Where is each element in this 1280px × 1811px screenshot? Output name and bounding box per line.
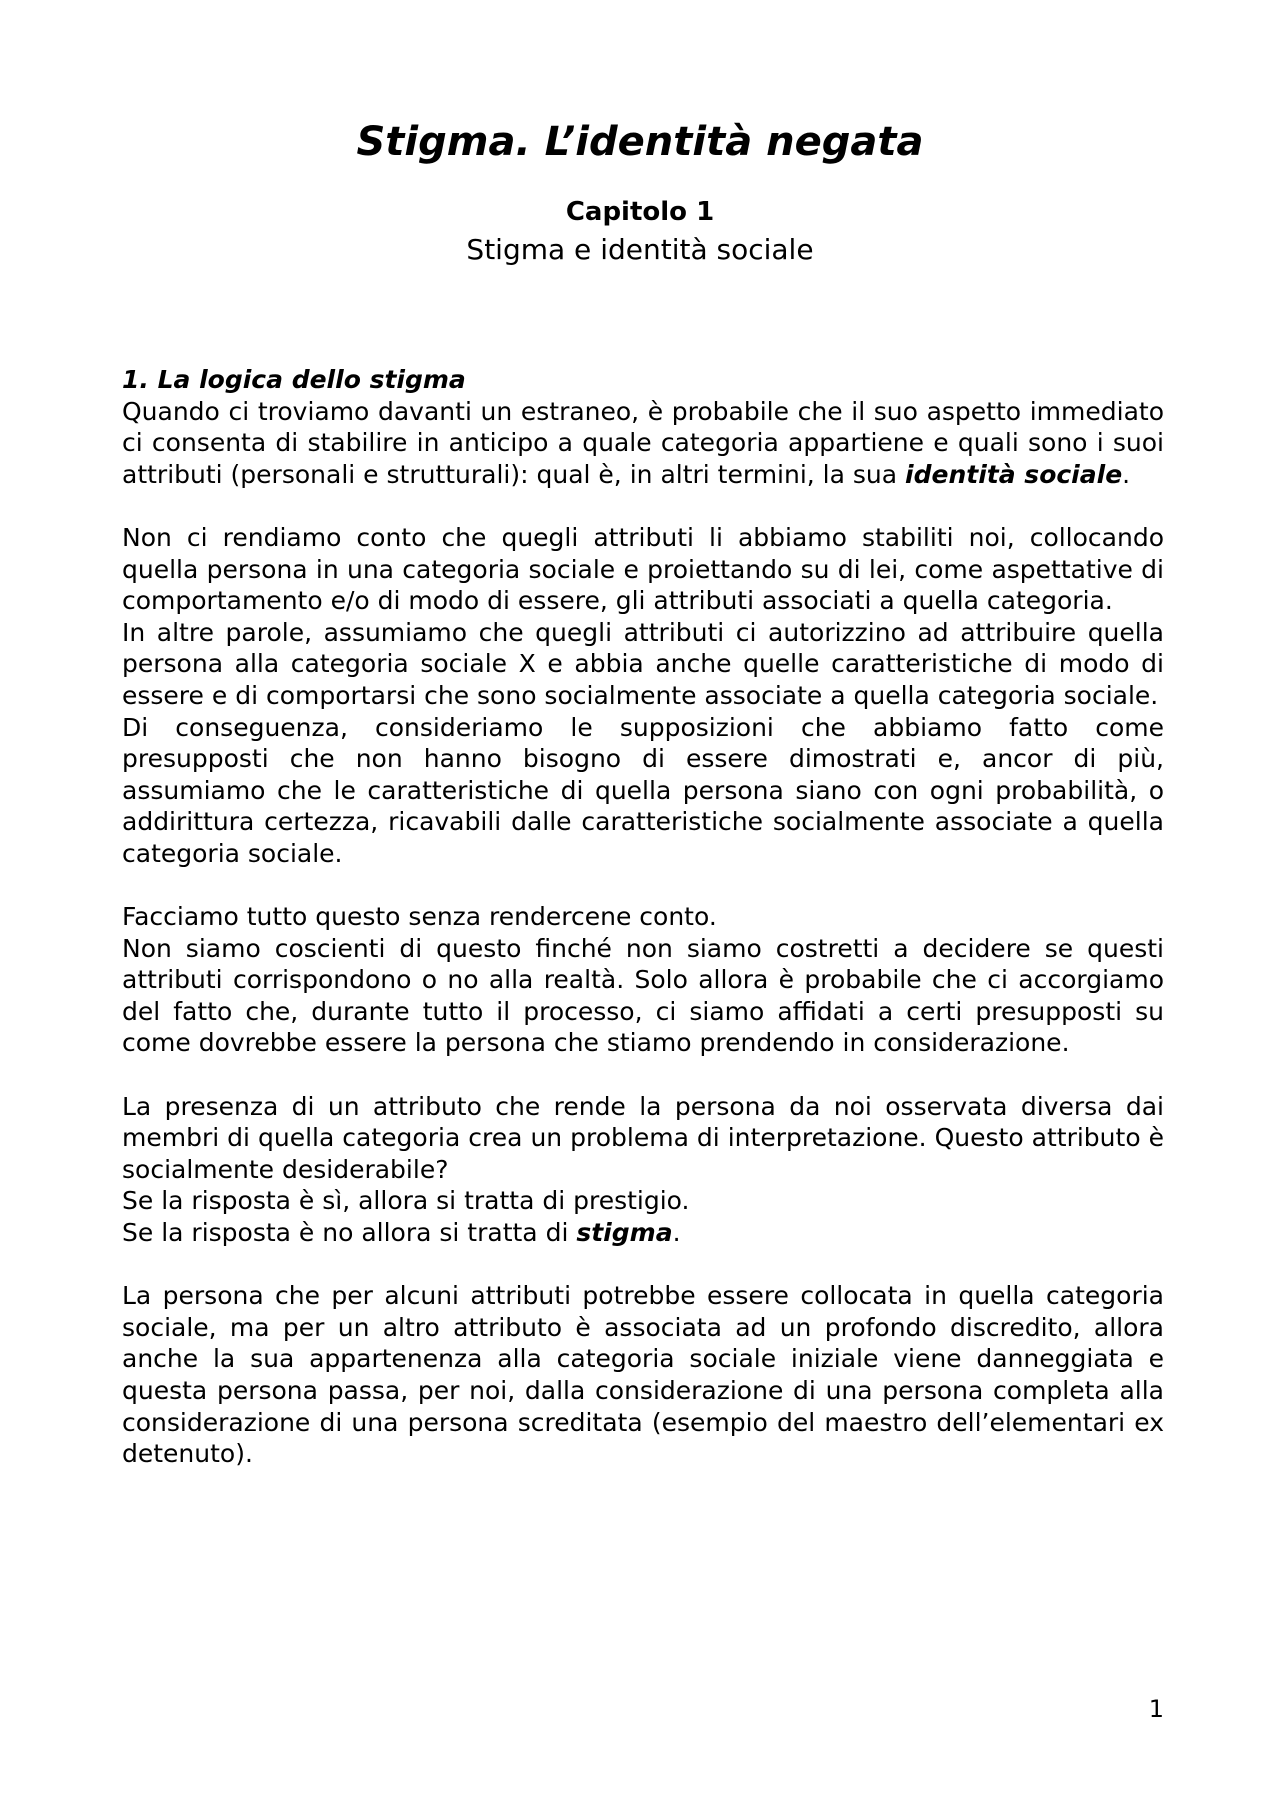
paragraph-intro-text: Quando ci troviamo davanti un estraneo, è probabile che il suo aspetto immediato ci consenta di stabilire in anticipo a quale categoria appartiene e quali sono i suoi attributi (personali e strutturali): qual è, in altri termini, la sua — [122, 396, 1164, 489]
chapter-subtitle: Stigma e identità sociale — [466, 233, 814, 266]
paragraph-spacer — [122, 490, 1164, 522]
paragraph-stigma-end: . — [672, 1218, 681, 1248]
paragraph-consequence: Di conseguenza, consideriamo le supposizioni che abbiamo fatto come presupposti che non hanno bisogno di essere dimostrati e, ancor di più, assumiamo che le caratteristiche di quella persona siano con ogni probabilità, o addirittura certezza, ricavabili dalle caratteristiche socialmente associate a quella categoria sociale. — [122, 712, 1164, 868]
document-title: Stigma. L’identità negata — [356, 119, 924, 165]
paragraph-spacer — [122, 1249, 1164, 1281]
paragraph-not-conscious: Non siamo coscienti di questo finché non siamo costretti a decidere se questi attributi corrispondono o no alla realtà. Solo allora è probabile che ci accorgiamo del fatto che, durante tutto il processo, ci siamo affidati a certi presupposti su come dovrebbe essere la persona che stiamo prendendo in considerazione. — [122, 933, 1164, 1058]
paragraph-intro — [122, 396, 1164, 491]
paragraph-attribute-presence: La presenza di un attributo che rende la persona da noi osservata diversa dai membri di quella categoria crea un problema di interpretazione. Questo attributo è socialmente desiderabile? — [122, 1091, 1164, 1184]
paragraph-other-words: In altre parole, assumiamo che quegli attributi ci autorizzino ad attribuire quella persona alla categoria sociale X e abbia anche quelle caratteristiche di modo di essere e di comportarsi che sono socialmente associate a quella categoria sociale. — [122, 617, 1164, 710]
paragraph-unaware: Facciamo tutto questo senza rendercene conto. — [122, 902, 717, 932]
paragraph-intro-end: . — [1122, 459, 1131, 489]
paragraph-stigma-text: Se la risposta è no allora si tratta di — [122, 1218, 577, 1248]
section-heading: 1. La logica dello stigma — [122, 365, 466, 394]
paragraph-spacer — [122, 1059, 1164, 1091]
document-body — [122, 364, 1164, 1470]
paragraph-stigma — [122, 1217, 1164, 1249]
paragraph-attributes: Non ci rendiamo conto che quegli attributi li abbiamo stabiliti noi, collocando quella persona in una categoria sociale e proiettando su di lei, come aspettative di comportamento e/o di modo di essere, gli attributi associati a quella categoria. — [122, 522, 1164, 616]
page-number: 1 — [1148, 1695, 1164, 1723]
paragraph-discredited-person: La persona che per alcuni attributi potrebbe essere collocata in quella categoria sociale, ma per un altro attributo è associata ad un profondo discredito, allora anche la sua appartenenza alla categoria sociale iniziale viene danneggiata e questa persona passa, per noi, dalla considerazione di una persona completa alla considerazione di una persona screditata (esempio del maestro dell’elementari ex detenuto). — [122, 1281, 1164, 1469]
paragraph-spacer — [122, 870, 1164, 902]
paragraph-prestige: Se la risposta è sì, allora si tratta di prestigio. — [122, 1186, 690, 1216]
chapter-label: Capitolo 1 — [565, 197, 715, 227]
emphasis-identita-sociale: identità sociale — [905, 459, 1123, 489]
emphasis-stigma: stigma — [576, 1218, 673, 1248]
